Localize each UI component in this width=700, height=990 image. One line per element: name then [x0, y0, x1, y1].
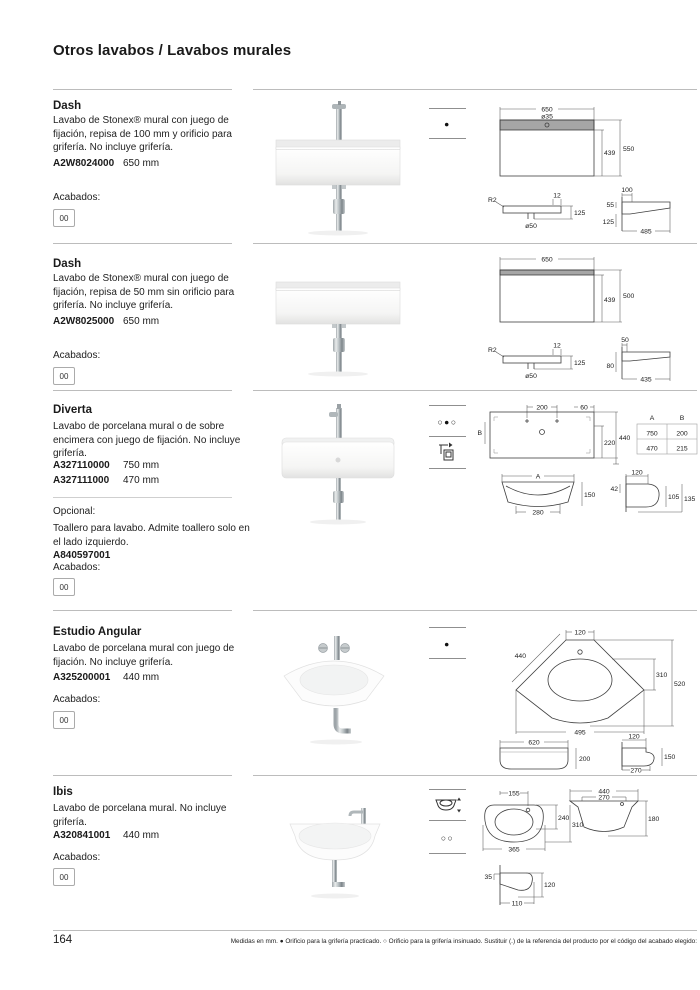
dim-label: 440 — [598, 788, 610, 796]
divider — [253, 390, 697, 391]
divider — [253, 243, 697, 244]
dim-label: A — [535, 473, 541, 481]
table-cell: 750 — [646, 430, 658, 438]
finishes-label: Acabados: — [53, 192, 101, 203]
front-view — [570, 789, 660, 837]
tech-drawing — [470, 785, 698, 915]
divider — [253, 610, 697, 611]
divider — [53, 390, 232, 391]
product-photo — [252, 398, 424, 526]
divider — [253, 89, 697, 90]
dim-label: 150 — [664, 754, 676, 761]
optional-label: Opcional: — [53, 506, 96, 517]
dim-label: 12 — [553, 342, 561, 350]
divider — [53, 775, 232, 776]
divider — [253, 775, 697, 776]
dim-label: 280 — [532, 509, 544, 517]
divider — [53, 497, 232, 498]
dim-label: ø35 — [541, 113, 553, 121]
finish-code-box: 00 — [53, 711, 75, 729]
product-photo — [252, 100, 424, 236]
dim-label: 35 — [484, 874, 492, 881]
divider — [53, 243, 232, 244]
dim-label: 310 — [572, 822, 584, 829]
product-name: Ibis — [53, 786, 73, 798]
product-description: Lavabo de porcelana mural o de sobre encimera con juego de fijación. No incluye grifería. — [53, 421, 241, 459]
finishes-label: Acabados: — [53, 694, 101, 705]
tech-drawing — [470, 398, 698, 526]
dim-label: 155 — [508, 790, 520, 798]
dim-label: 110 — [511, 900, 523, 908]
table-cell: 215 — [676, 445, 688, 453]
page-title: Otros lavabos / Lavabos murales — [53, 42, 292, 59]
plan-view — [483, 791, 584, 854]
front-view — [502, 474, 596, 517]
dim-label: 120 — [544, 882, 556, 889]
dim-label: 200 — [579, 756, 591, 763]
size-table — [637, 415, 697, 454]
hole-options-icon: ○●○ — [437, 416, 458, 427]
finishes-label: Acabados: — [53, 350, 101, 361]
tech-drawing — [470, 102, 698, 240]
dim-label: 12 — [553, 192, 561, 200]
product-description: Lavabo de porcelana mural con juego de fijación. No incluye grifería. — [53, 643, 235, 668]
dim-label: 650 — [541, 256, 553, 264]
product-code: A325200001 — [53, 672, 111, 683]
towel-rail-icon — [438, 441, 458, 465]
product-photo — [262, 788, 412, 904]
side-view — [622, 734, 676, 775]
tech-drawing — [470, 252, 698, 384]
product-size: 440 mm — [123, 830, 160, 841]
basin-type-indicator-cell — [429, 789, 466, 821]
product-name: Diverta — [53, 404, 92, 416]
product-name: Dash — [53, 100, 82, 112]
profile-view — [488, 193, 586, 231]
product-name: Estudio Angular — [53, 626, 142, 638]
finish-code-box: 00 — [53, 578, 75, 596]
dim-label: R2 — [488, 347, 497, 354]
faucet-hole-indicator-cell — [429, 820, 466, 854]
dim-label: 80 — [606, 363, 614, 370]
basin-height-icon — [434, 796, 462, 816]
dim-label: 100 — [621, 187, 633, 194]
product-reference — [53, 460, 159, 471]
faucet-hole-indicator-cell — [429, 108, 466, 139]
table-header: A — [649, 415, 655, 422]
dim-label: 550 — [623, 146, 635, 153]
drilled-hole-icon: ● — [444, 119, 451, 129]
dim-label: 520 — [674, 681, 686, 688]
dim-label: 42 — [610, 486, 618, 493]
side-view — [606, 337, 670, 384]
side-view — [610, 470, 695, 513]
dim-label: 365 — [508, 846, 520, 854]
finish-code-box: 00 — [53, 367, 75, 385]
dim-label: 435 — [640, 376, 652, 384]
product-size: 470 mm — [123, 475, 160, 486]
dim-label: 120 — [574, 629, 586, 637]
dim-label: 485 — [640, 228, 652, 236]
dim-label: 439 — [604, 150, 616, 157]
product-size: 650 mm — [123, 158, 160, 169]
optional-description: Toallero para lavabo. Admite toallero solo en el lado izquierdo. — [53, 523, 250, 548]
plan-view — [477, 405, 630, 465]
product-description: Lavabo de Stonex® mural con juego de fijación, repisa de 100 mm y orificio para grifería. No incluye grifería. — [53, 115, 232, 153]
towel-rail-option-cell — [429, 436, 466, 469]
dim-label: 60 — [580, 404, 588, 412]
dim-label: 439 — [604, 297, 616, 304]
corner-plan-view — [512, 630, 686, 737]
dim-label: 125 — [574, 210, 586, 217]
table-cell: 200 — [676, 430, 688, 438]
dim-label: ø50 — [525, 373, 537, 380]
divider — [53, 89, 232, 90]
product-code: A327110000 — [53, 460, 110, 471]
finishes-label: Acabados: — [53, 562, 101, 573]
product-description: Lavabo de porcelana mural. No incluye grifería. — [53, 803, 227, 828]
divider — [429, 468, 466, 469]
finish-code-box: 00 — [53, 209, 75, 227]
dim-label: 150 — [584, 492, 596, 499]
dim-label: 270 — [598, 794, 610, 802]
table-header: B — [679, 415, 685, 422]
dim-label: 495 — [574, 729, 586, 737]
product-photo — [252, 252, 424, 378]
divider — [429, 138, 466, 139]
divider — [429, 658, 466, 659]
dim-label: ø50 — [525, 223, 537, 230]
divider — [53, 610, 232, 611]
product-reference — [53, 316, 159, 327]
dim-label: 125 — [574, 360, 586, 367]
dim-label: 55 — [606, 202, 614, 209]
table-cell: 470 — [646, 445, 658, 453]
product-photo — [262, 620, 412, 746]
product-description: Lavabo de Stonex® mural con juego de fijación, repisa de 50 mm sin orificio para grifería. No incluye grifería. — [53, 273, 235, 311]
suggested-holes-icon: ○○ — [440, 832, 455, 843]
dim-label: 105 — [668, 494, 680, 501]
side-view — [603, 187, 670, 236]
faucet-hole-indicator-cell — [429, 405, 466, 437]
product-size: 650 mm — [123, 316, 160, 327]
product-code: A327111000 — [53, 475, 110, 486]
finishes-label: Acabados: — [53, 852, 101, 863]
dim-label: 120 — [631, 469, 643, 477]
product-size: 440 mm — [123, 672, 160, 683]
divider — [429, 853, 466, 854]
finish-code-box: 00 — [53, 868, 75, 886]
dim-label: 270 — [630, 767, 642, 774]
product-code: A2W8024000 — [53, 158, 115, 169]
dim-label: 120 — [628, 733, 640, 741]
plan-view — [500, 107, 635, 177]
front-view — [500, 740, 591, 770]
product-code: A2W8025000 — [53, 316, 115, 327]
optional-code: A840597001 — [53, 550, 111, 561]
page-number: 164 — [53, 934, 73, 946]
profile-view — [488, 343, 586, 381]
dim-label: 240 — [558, 815, 570, 822]
dim-label: 500 — [623, 293, 635, 300]
footer-note: Medidas en mm. ● Orificio para la grifería practicado. ○ Orificio para la grifería insinuado. Sustituir (.) de la referencia del producto por el código del acabado elegido: — [230, 938, 697, 945]
plan-view — [500, 257, 635, 323]
dim-label: 220 — [604, 440, 616, 447]
dim-label: B — [477, 430, 482, 437]
tech-drawing — [470, 622, 698, 774]
dim-label: R2 — [488, 197, 497, 204]
dim-label: 310 — [656, 672, 668, 679]
drilled-hole-icon: ● — [444, 638, 451, 649]
product-code: A320841001 — [53, 830, 111, 841]
dim-label: 50 — [621, 337, 629, 344]
product-name: Dash — [53, 258, 82, 270]
dim-label: 125 — [602, 219, 614, 226]
product-reference — [53, 475, 159, 486]
dim-label: 440 — [619, 435, 631, 442]
product-reference — [53, 672, 159, 683]
divider — [53, 930, 697, 931]
dim-label: 200 — [536, 404, 548, 412]
dim-label: 620 — [528, 739, 540, 747]
dim-label: 440 — [514, 653, 526, 660]
product-reference — [53, 158, 159, 169]
product-size: 750 mm — [123, 460, 160, 471]
dim-label: 135 — [684, 496, 696, 503]
side-view — [484, 865, 555, 908]
dim-label: 180 — [648, 816, 660, 823]
product-reference — [53, 830, 159, 841]
dim-label: 650 — [541, 106, 553, 114]
faucet-hole-indicator-cell — [429, 627, 466, 659]
